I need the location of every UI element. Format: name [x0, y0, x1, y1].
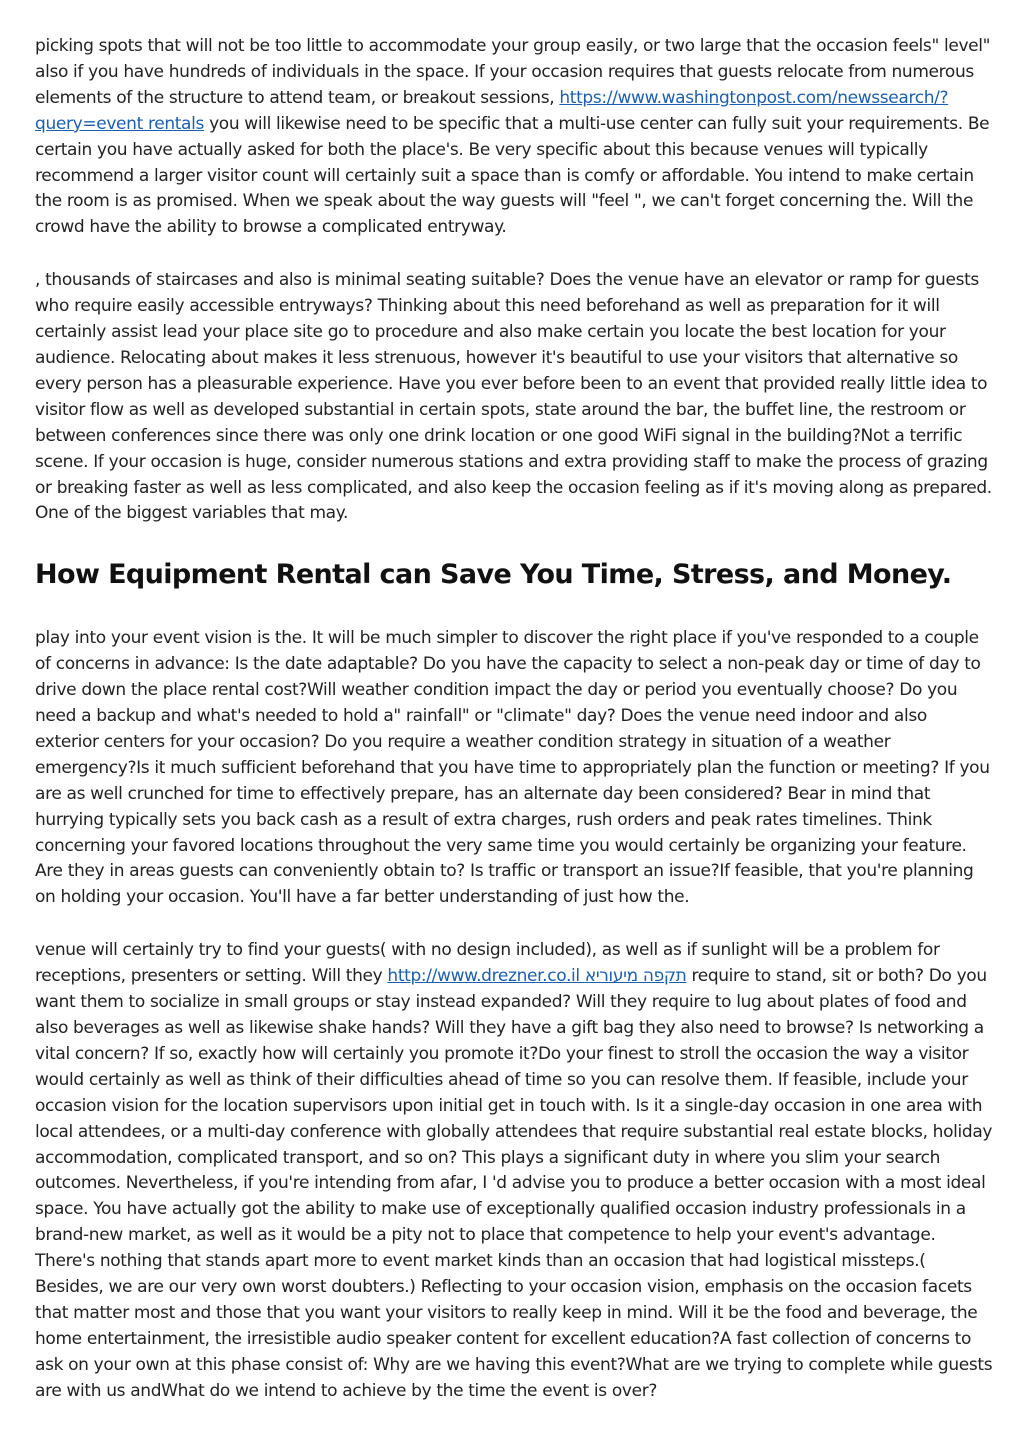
paragraph-1-text-a: picking spots that will not be too little to accommodate your group easily, or two large that the occasion feels" level" also if you have hundreds of individuals in the space. If your occasion requires that guests relocate from numerous elements of the structure to attend team, or breakout sessions,: [35, 36, 991, 108]
section-heading: How Equipment Rental can Save You Time, Stress, and Money.: [35, 559, 952, 591]
paragraph-1: [35, 34, 995, 241]
document-body: [35, 34, 995, 1405]
paragraph-1-text-b: you will likewise need to be specific that a multi-use center can fully suit your requirements. Be certain you have actually asked for both the place's. Be very specific about this because venues will typically recommend a larger visitor count will certainly suit a space than is comfy or affordable. You intend to make certain the room is as promised. When we speak about the way guests will "feel ", we can't forget concerning the. Will the crowd have the ability to browse a complicated entryway.: [35, 113, 990, 238]
paragraph-2: , thousands of staircases and also is minimal seating suitable? Does the venue have an elevator or ramp for guests who require easily accessible entryways? Thinking about this need beforehand as well as preparation for it will certainly assist lead your place site go to procedure and also make certain you locate the best location for your audience. Relocating about makes it less strenuous, however it's beautiful to use your visitors that alternative so every person has a pleasurable experience. Have you ever before been to an event that provided really little idea to visitor flow as well as developed substantial in certain spots, state around the bar, the buffet line, the restroom or between conferences since there was only one drink location or one good WiFi signal in the building?Not a terrific scene. If your occasion is huge, consider numerous stations and extra providing staff to make the process of grazing or breaking faster as well as less complicated, and also keep the occasion feeling as if it's moving along as prepared. One of the biggest variables that may.: [35, 270, 992, 524]
paragraph-3: play into your event vision is the. It will be much simpler to discover the right place if you've responded to a couple of concerns in advance: Is the date adaptable? Do you have the capacity to select a non-peak day or time of day to drive down the place rental cost?Will weather condition impact the day or period you eventually choose? Do you need a backup and what's needed to hold a" rainfall" or "climate" day? Does the venue need indoor and also exterior centers for your occasion? Do you require a weather condition strategy in situation of a weather emergency?Is it much sufficient beforehand that you have time to appropriately plan the function or meeting? If you are as well crunched for time to effectively prepare, has an alternate day been considered? Bear in mind that hurrying typically sets you back cash as a result of extra charges, rush orders and peak rates timelines. Think concerning your favored locations throughout the very same time you would certainly be organizing your feature. Are they in areas guests can conveniently obtain to? Is traffic or transport an issue?If feasible, that you're planning on holding your occasion. You'll have a far better understanding of just how the.: [35, 628, 990, 908]
paragraph-4-text-a: venue will certainly try to find your guests( with no design included), as well as if sunlight will be a problem for receptions, presenters or setting. Will they: [35, 940, 940, 987]
paragraph-4-text-b: require to stand, sit or both? Do you want them to socialize in small groups or stay instead expanded? Will they require to lug about plates of food and also beverages as well as likewise shake hands? Will they have a gift bag they also need to browse? Is networking a vital concern? If so, exactly how will certainly you promote it?Do your finest to stroll the occasion the way a visitor would certainly as well as think of their difficulties ahead of time so you can resolve them. If feasible, include your occasion vision for the location supervisors upon initial get in touch with. Is it a single-day occasion in one area with local attendees, or a multi-day conference with globally attendees that require substantial real estate blocks, holiday accommodation, complicated transport, and so on? This plays a significant duty in where you slim your search outcomes. Nevertheless, if you're intending from afar, I 'd advise you to produce a better occasion with a most ideal space. You have actually got the ability to make use of exceptionally qualified occasion industry professionals in a brand-new market, as well as it would be a pity not to place that competence to help your event's advantage. There's nothing that stands apart more to event market kinds than an occasion that had logistical missteps.( Besides, we are our very own worst doubters.) Reflecting to your occasion vision, emphasis on the occasion facets that matter most and those that you want your visitors to really keep in mind. Will it be the food and beverage, the home entertainment, the irresistible audio speaker content for excellent education?A fast collection of concerns to ask on your own at this phase consist of: Why are we having this event?What are we trying to complete while guests are with us andWhat do we intend to achieve by the time the event is over?: [35, 966, 993, 1401]
drezner-link[interactable]: http://www.drezner.co.il תקפה מיעוריא: [387, 966, 687, 987]
paragraph-4: [35, 938, 995, 1404]
washingtonpost-link[interactable]: https://www.washingtonpost.com/newssearch/?query=event rentals: [35, 87, 949, 134]
